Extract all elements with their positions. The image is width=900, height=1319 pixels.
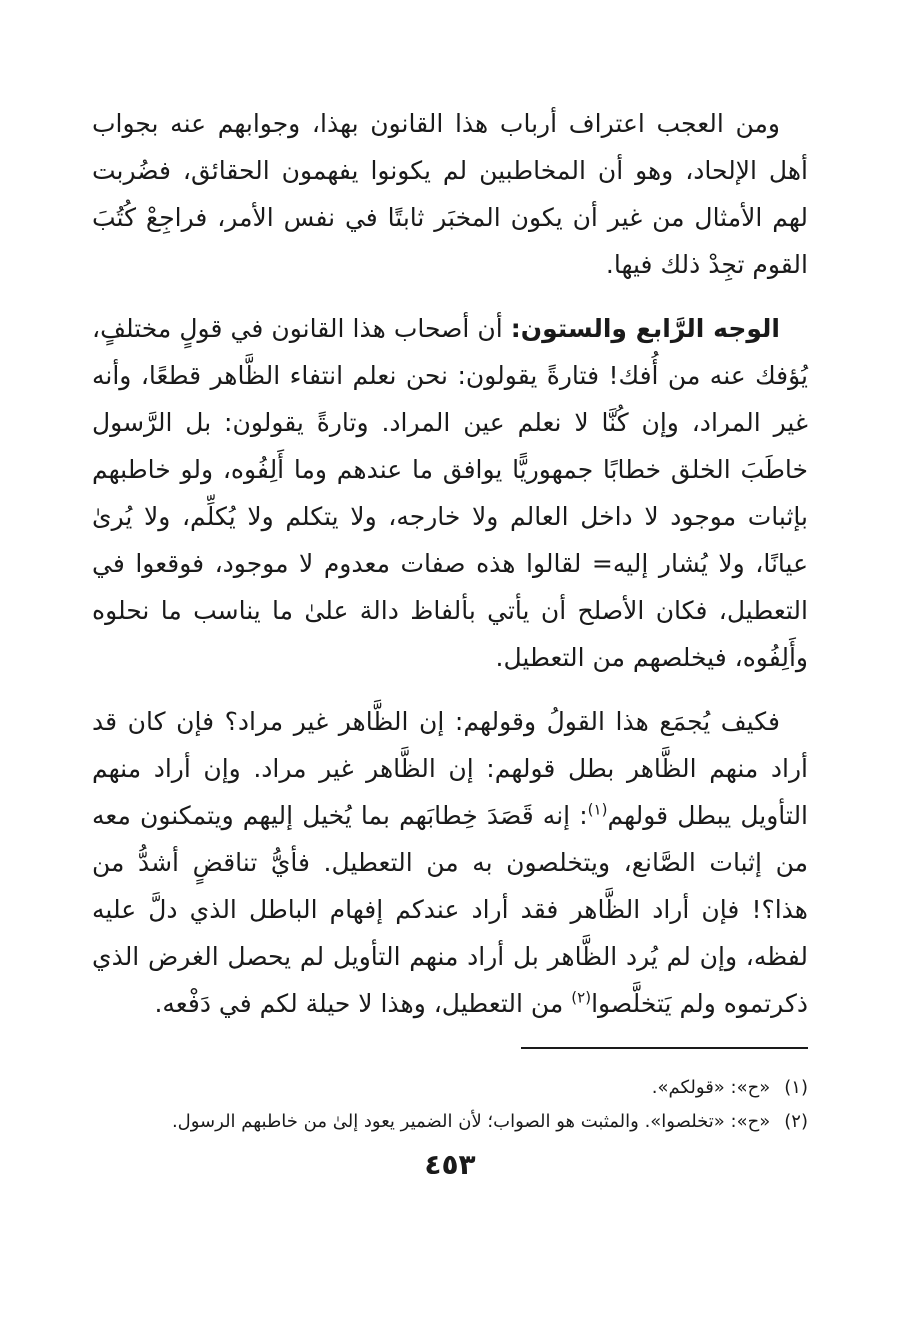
page-number: ٤٥٣: [424, 1148, 476, 1181]
footnote-2: [92, 1105, 808, 1139]
paragraph-3-text-a: فكيف يُجمَع هذا القولُ وقولهم: إن الظَّاهر غير مراد؟ فإن كان قد أراد منهم الظَّاهر بطل قولهم: إن الظَّاهر غير مراد. وإن أراد منهم التأويل يبطل قولهم: [92, 707, 809, 830]
footnote-1: [92, 1071, 808, 1105]
footnote-2-number: (٢): [784, 1111, 808, 1132]
footnote-2-text: «ح»: «تخلصوا». والمثبت هو الصواب؛ لأن الضمير يعود إلىٰ من خاطبهم الرسول.: [171, 1111, 771, 1132]
footnotes: [92, 1071, 808, 1139]
paragraph-3-text-b: : إنه قَصَدَ خِطابَهم بما يُخيل إليهم ويتمكنون معه من إثبات الصَّانع، ويتخلصون به من التعطيل. فأيُّ تناقضٍ أشدُّ من هذا؟! فإن أراد الظَّاهر فقد أراد عندكم إفهام الباطل الذي دلَّ عليه لفظه، وإن لم يُرد الظَّاهر بل أراد منهم التأويل لم يحصل الغرض الذي ذكرتموه ولم يَتخلَّصوا: [92, 801, 808, 1018]
paragraph-3: [92, 698, 808, 1027]
footnote-1-number: (١): [784, 1077, 808, 1098]
paragraph-3-text-c: من التعطيل، وهذا لا حيلة لكم في دَفْعه.: [154, 989, 572, 1018]
paragraph-2: [92, 305, 808, 681]
main-text: [92, 100, 808, 1027]
paragraph-2-heading: الوجه الرَّابع والستون:: [510, 314, 780, 343]
footnote-ref-1[interactable]: (١): [587, 800, 608, 819]
paragraph-1: ومن العجب اعتراف أرباب هذا القانون بهذا، وجوابهم عنه بجواب أهل الإلحاد، وهو أن المخاطبين لم يكونوا يفهمون الحقائق، فضُربت لهم الأمثال من غير أن يكون المخبَر ثابتًا في نفس الأمر، فراجِعْ كُتُبَ القوم تجِدْ ذلك فيها.: [92, 109, 808, 279]
footnote-1-text: «ح»: «قولكم».: [651, 1077, 771, 1098]
paragraph-2-text: أن أصحاب هذا القانون في قولٍ مختلفٍ، يُؤفك عنه من أُفك! فتارةً يقولون: نحن نعلم انتفاء الظَّاهر قطعًا، وأنه غير المراد، وإن كُنَّا لا نعلم عين المراد. وتارةً يقولون: بل الرَّسول خاطَبَ الخلق خطابًا جمهوريًّا يوافق ما عندهم وما أَلِفُوه، ولو خاطبهم بإثبات موجود لا داخل العالم ولا خارجه، ولا يتكلم ولا يُكلِّم، ولا يُرىٰ عيانًا، ولا يُشار إليه= لقالوا هذه صفات معدوم لا موجود، فوقعوا في التعطيل، فكان الأصلح أن يأتي بألفاظ دالة علىٰ ما يناسب ما نحلوه وأَلِفُوه، فيخلصهم من التعطيل.: [92, 314, 808, 672]
footnote-divider: [521, 1047, 808, 1049]
footnote-ref-2[interactable]: (٢): [571, 988, 592, 1007]
